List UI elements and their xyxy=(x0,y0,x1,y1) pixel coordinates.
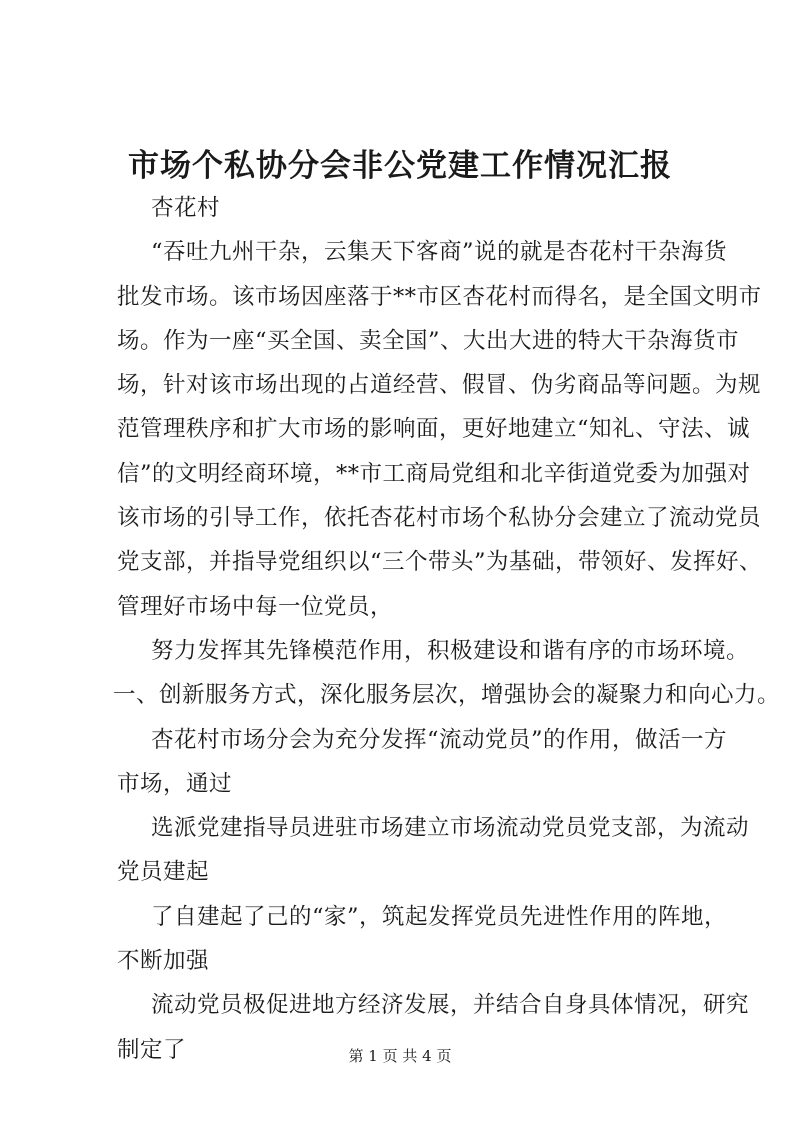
paragraph-line: 不断加强 xyxy=(117,948,210,975)
author-line: 杏花村 xyxy=(151,195,221,221)
paragraph-line: 信”的文明经商环境，**市工商局党组和北辛街道党委为加强对 xyxy=(117,460,751,487)
paragraph-line: 管理好市场中每一位党员， xyxy=(117,593,394,620)
document-body xyxy=(113,186,781,1072)
paragraph-line: 了自建起了己的“家”，筑起发挥党员先进性作用的阵地， xyxy=(151,903,728,930)
paragraph-line: 流动党员极促进地方经济发展，并结合自身具体情况，研究 xyxy=(151,992,750,1019)
paragraph-line: 努力发挥其先锋模范作用，积极建设和谐有序的市场环境。 xyxy=(151,637,750,664)
paragraph-line: “吞吐九州干杂，云集天下客商”说的就是杏花村干杂海货 xyxy=(151,239,728,266)
paragraph-line: 场，针对该市场出现的占道经营、假冒、伪劣商品等问题。为规 xyxy=(117,372,762,399)
paragraph-line: 选派党建指导员进驻市场建立市场流动党员党支部，为流动 xyxy=(151,815,750,842)
page-number: 第 1 页 共 4 页 xyxy=(348,1047,452,1065)
paragraph-line: 党支部，并指导党组织以“三个带头”为基础，带领好、发挥好、 xyxy=(117,549,763,576)
paragraph-line: 场。作为一座“买全国、卖全国”、大出大进的特大干杂海货市 xyxy=(117,327,740,354)
paragraph-line: 该市场的引导工作，依托杏花村市场个私协分会建立了流动党员 xyxy=(117,505,762,532)
paragraph-line: 杏花村市场分会为充分发挥“流动党员”的作用，做活一方 xyxy=(151,726,728,753)
paragraph-line: 制定了 xyxy=(117,1036,187,1063)
document-title: 市场个私协分会非公党建工作情况汇报 xyxy=(128,148,672,184)
paragraph-line: 市场，通过 xyxy=(117,770,233,797)
paragraph-line: 党员建起 xyxy=(117,859,210,886)
section-heading: 一、创新服务方式，深化服务层次，增强协会的凝聚力和向心力。 xyxy=(113,682,781,709)
paragraph-line: 批发市场。该市场因座落于**市区杏花村而得名，是全国文明市 xyxy=(117,283,762,310)
paragraph-line: 范管理秩序和扩大市场的影响面，更好地建立“知礼、守法、诚 xyxy=(117,416,751,443)
